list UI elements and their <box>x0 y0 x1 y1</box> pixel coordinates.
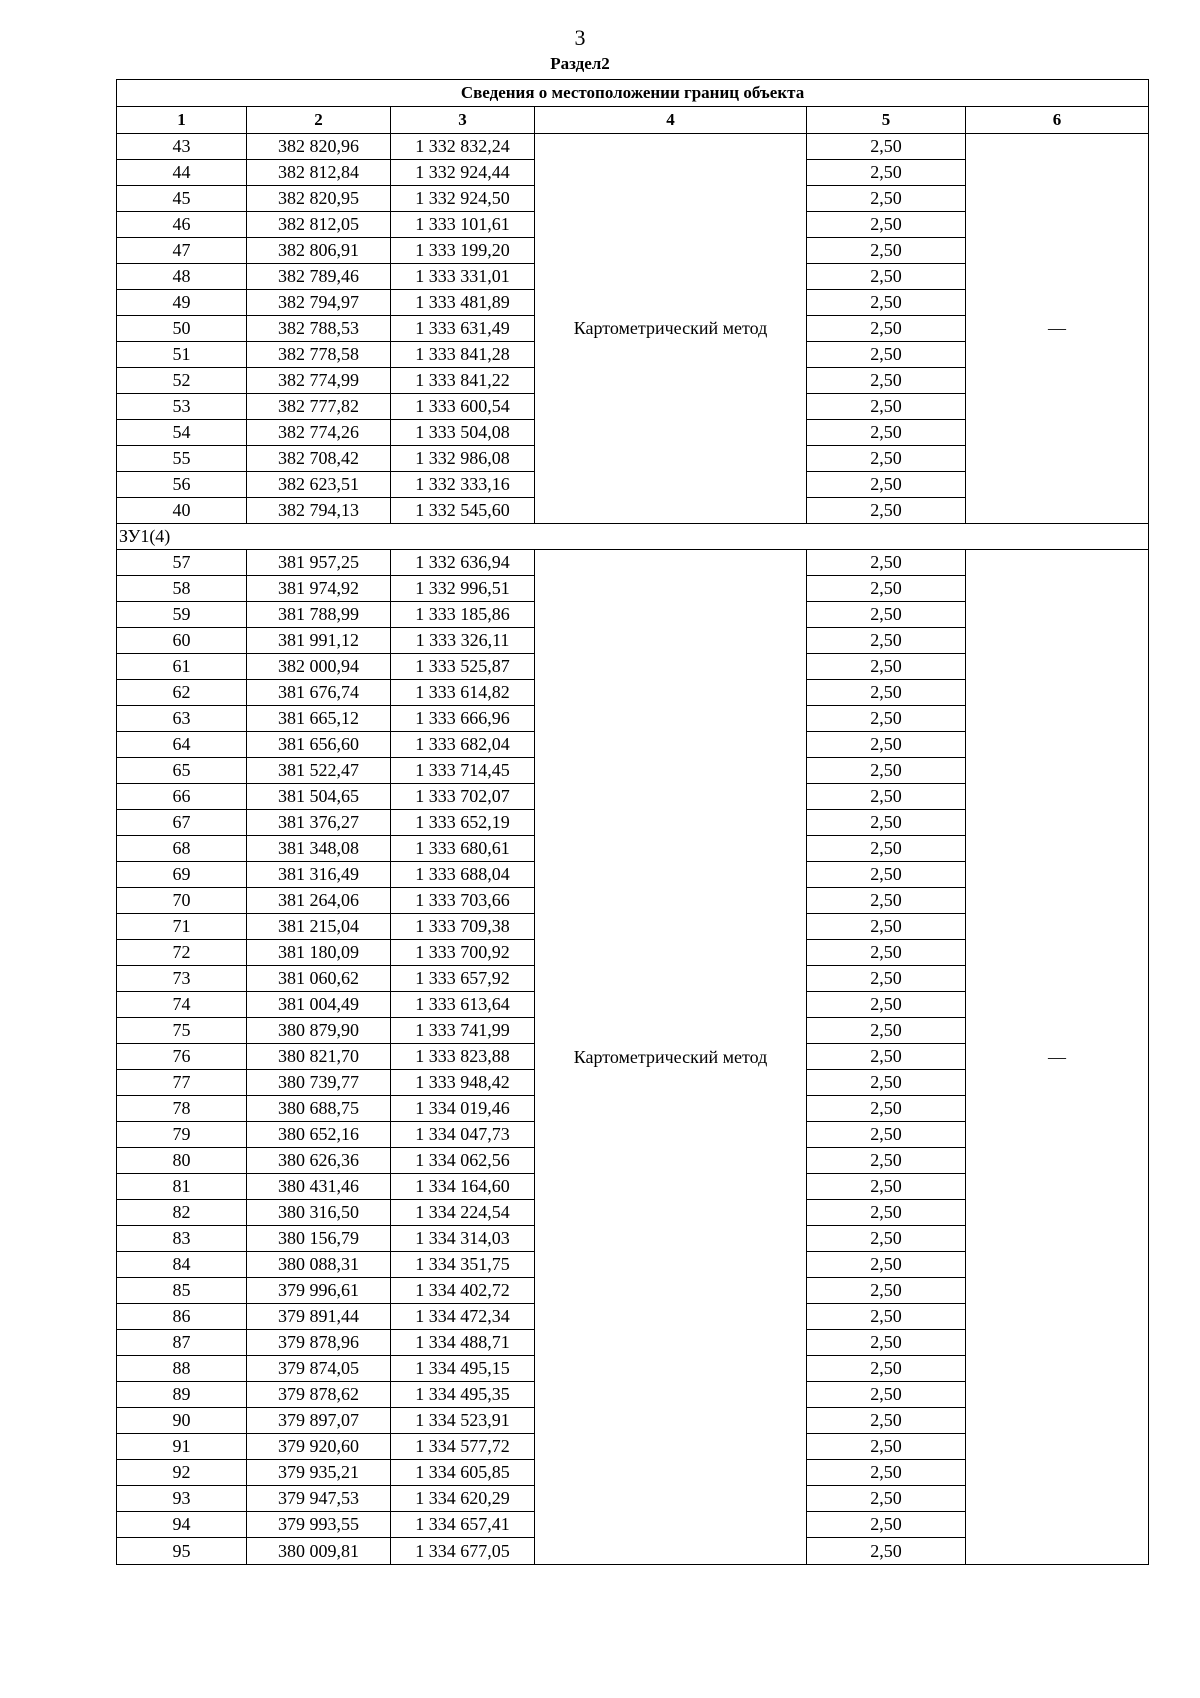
column-header: 3 <box>391 107 535 134</box>
point-number-cell: 86 <box>117 1304 247 1330</box>
coordinate-x-cell: 382 778,58 <box>247 342 391 368</box>
accuracy-cell: 2,50 <box>807 160 966 186</box>
page-number: 3 <box>574 25 586 50</box>
accuracy-cell: 2,50 <box>807 1278 966 1304</box>
accuracy-cell: 2,50 <box>807 264 966 290</box>
coordinate-y-cell: 1 334 019,46 <box>391 1096 535 1122</box>
coordinate-x-cell: 382 806,91 <box>247 238 391 264</box>
accuracy-cell: 2,50 <box>807 134 966 160</box>
coordinate-y-cell: 1 333 326,11 <box>391 628 535 654</box>
accuracy-cell: 2,50 <box>807 1486 966 1512</box>
coordinate-y-cell: 1 333 666,96 <box>391 706 535 732</box>
table-caption: Сведения о местоположении границ объекта <box>117 80 1149 107</box>
point-number-cell: 90 <box>117 1408 247 1434</box>
coordinate-y-cell: 1 333 600,54 <box>391 394 535 420</box>
col6-cell: — <box>966 550 1149 1565</box>
coordinate-y-cell: 1 333 525,87 <box>391 654 535 680</box>
coordinate-x-cell: 379 996,61 <box>247 1278 391 1304</box>
accuracy-cell: 2,50 <box>807 888 966 914</box>
accuracy-cell: 2,50 <box>807 1070 966 1096</box>
coordinate-y-cell: 1 333 741,99 <box>391 1018 535 1044</box>
point-number-cell: 84 <box>117 1252 247 1278</box>
coordinate-x-cell: 382 774,99 <box>247 368 391 394</box>
coordinate-y-cell: 1 333 652,19 <box>391 810 535 836</box>
accuracy-cell: 2,50 <box>807 368 966 394</box>
point-number-cell: 58 <box>117 576 247 602</box>
point-number-cell: 75 <box>117 1018 247 1044</box>
point-number-cell: 49 <box>117 290 247 316</box>
column-header: 5 <box>807 107 966 134</box>
accuracy-cell: 2,50 <box>807 1044 966 1070</box>
point-number-cell: 51 <box>117 342 247 368</box>
coordinate-y-cell: 1 332 924,44 <box>391 160 535 186</box>
table-body <box>117 80 1149 1565</box>
point-number-cell: 66 <box>117 784 247 810</box>
point-number-cell: 77 <box>117 1070 247 1096</box>
point-number-cell: 60 <box>117 628 247 654</box>
coordinate-y-cell: 1 333 709,38 <box>391 914 535 940</box>
group-label: ЗУ1(4) <box>117 524 1149 550</box>
coordinate-x-cell: 380 821,70 <box>247 1044 391 1070</box>
accuracy-cell: 2,50 <box>807 394 966 420</box>
coordinate-x-cell: 382 794,13 <box>247 498 391 524</box>
coordinate-x-cell: 382 000,94 <box>247 654 391 680</box>
coordinate-x-cell: 381 316,49 <box>247 862 391 888</box>
coordinate-y-cell: 1 334 677,05 <box>391 1538 535 1565</box>
point-number-cell: 40 <box>117 498 247 524</box>
point-number-cell: 44 <box>117 160 247 186</box>
coordinate-y-cell: 1 333 185,86 <box>391 602 535 628</box>
method-cell: Картометрический метод <box>535 550 807 1565</box>
accuracy-cell: 2,50 <box>807 1200 966 1226</box>
coordinate-y-cell: 1 333 841,28 <box>391 342 535 368</box>
coordinate-x-cell: 379 993,55 <box>247 1512 391 1538</box>
accuracy-cell: 2,50 <box>807 628 966 654</box>
point-number-cell: 70 <box>117 888 247 914</box>
coordinate-x-cell: 381 376,27 <box>247 810 391 836</box>
coordinate-y-cell: 1 333 199,20 <box>391 238 535 264</box>
accuracy-cell: 2,50 <box>807 1330 966 1356</box>
coordinate-x-cell: 380 431,46 <box>247 1174 391 1200</box>
coordinate-x-cell: 380 879,90 <box>247 1018 391 1044</box>
coordinate-x-cell: 382 812,84 <box>247 160 391 186</box>
point-number-cell: 74 <box>117 992 247 1018</box>
coordinate-y-cell: 1 334 062,56 <box>391 1148 535 1174</box>
accuracy-cell: 2,50 <box>807 186 966 212</box>
coordinate-y-cell: 1 333 714,45 <box>391 758 535 784</box>
point-number-cell: 68 <box>117 836 247 862</box>
accuracy-cell: 2,50 <box>807 1174 966 1200</box>
coordinate-y-cell: 1 334 164,60 <box>391 1174 535 1200</box>
accuracy-cell: 2,50 <box>807 1356 966 1382</box>
point-number-cell: 61 <box>117 654 247 680</box>
coordinate-x-cell: 382 774,26 <box>247 420 391 446</box>
coordinate-x-cell: 380 156,79 <box>247 1226 391 1252</box>
col6-cell: — <box>966 134 1149 524</box>
coordinate-x-cell: 379 897,07 <box>247 1408 391 1434</box>
accuracy-cell: 2,50 <box>807 316 966 342</box>
point-number-cell: 55 <box>117 446 247 472</box>
coordinate-y-cell: 1 333 841,22 <box>391 368 535 394</box>
point-number-cell: 76 <box>117 1044 247 1070</box>
coordinate-y-cell: 1 334 523,91 <box>391 1408 535 1434</box>
point-number-cell: 91 <box>117 1434 247 1460</box>
coordinate-y-cell: 1 334 402,72 <box>391 1278 535 1304</box>
accuracy-cell: 2,50 <box>807 810 966 836</box>
coordinate-x-cell: 380 009,81 <box>247 1538 391 1565</box>
accuracy-cell: 2,50 <box>807 1122 966 1148</box>
point-number-cell: 62 <box>117 680 247 706</box>
accuracy-cell: 2,50 <box>807 1148 966 1174</box>
point-number-cell: 45 <box>117 186 247 212</box>
column-header: 6 <box>966 107 1149 134</box>
coordinate-x-cell: 379 935,21 <box>247 1460 391 1486</box>
coordinate-x-cell: 382 820,95 <box>247 186 391 212</box>
coordinate-y-cell: 1 334 495,35 <box>391 1382 535 1408</box>
coordinate-y-cell: 1 334 605,85 <box>391 1460 535 1486</box>
point-number-cell: 50 <box>117 316 247 342</box>
coordinate-x-cell: 381 060,62 <box>247 966 391 992</box>
coordinate-x-cell: 380 652,16 <box>247 1122 391 1148</box>
accuracy-cell: 2,50 <box>807 654 966 680</box>
point-number-cell: 80 <box>117 1148 247 1174</box>
coordinate-y-cell: 1 334 495,15 <box>391 1356 535 1382</box>
point-number-cell: 85 <box>117 1278 247 1304</box>
coordinate-y-cell: 1 333 703,66 <box>391 888 535 914</box>
point-number-cell: 83 <box>117 1226 247 1252</box>
coordinate-x-cell: 381 991,12 <box>247 628 391 654</box>
coordinate-x-cell: 381 264,06 <box>247 888 391 914</box>
point-number-cell: 53 <box>117 394 247 420</box>
column-number-row <box>117 107 1149 134</box>
point-number-cell: 78 <box>117 1096 247 1122</box>
coordinate-y-cell: 1 333 657,92 <box>391 966 535 992</box>
table-row <box>117 550 1149 576</box>
accuracy-cell: 2,50 <box>807 1304 966 1330</box>
point-number-cell: 93 <box>117 1486 247 1512</box>
coordinate-x-cell: 379 891,44 <box>247 1304 391 1330</box>
coordinate-x-cell: 380 739,77 <box>247 1070 391 1096</box>
coordinate-y-cell: 1 332 545,60 <box>391 498 535 524</box>
accuracy-cell: 2,50 <box>807 342 966 368</box>
coordinate-y-cell: 1 332 924,50 <box>391 186 535 212</box>
point-number-cell: 67 <box>117 810 247 836</box>
section-title: Раздел2 <box>550 54 610 73</box>
coordinate-x-cell: 381 348,08 <box>247 836 391 862</box>
coordinate-x-cell: 382 777,82 <box>247 394 391 420</box>
coordinate-y-cell: 1 333 481,89 <box>391 290 535 316</box>
accuracy-cell: 2,50 <box>807 420 966 446</box>
coordinate-x-cell: 382 623,51 <box>247 472 391 498</box>
point-number-cell: 56 <box>117 472 247 498</box>
accuracy-cell: 2,50 <box>807 550 966 576</box>
accuracy-cell: 2,50 <box>807 1018 966 1044</box>
accuracy-cell: 2,50 <box>807 290 966 316</box>
coordinate-y-cell: 1 333 504,08 <box>391 420 535 446</box>
coordinate-y-cell: 1 332 636,94 <box>391 550 535 576</box>
point-number-cell: 47 <box>117 238 247 264</box>
coordinate-x-cell: 382 789,46 <box>247 264 391 290</box>
coordinate-y-cell: 1 334 314,03 <box>391 1226 535 1252</box>
point-number-cell: 71 <box>117 914 247 940</box>
coordinate-y-cell: 1 334 047,73 <box>391 1122 535 1148</box>
point-number-cell: 52 <box>117 368 247 394</box>
coordinate-y-cell: 1 333 101,61 <box>391 212 535 238</box>
accuracy-cell: 2,50 <box>807 680 966 706</box>
accuracy-cell: 2,50 <box>807 602 966 628</box>
coordinate-x-cell: 381 656,60 <box>247 732 391 758</box>
coordinate-x-cell: 380 088,31 <box>247 1252 391 1278</box>
coordinate-x-cell: 382 820,96 <box>247 134 391 160</box>
coordinate-y-cell: 1 333 823,88 <box>391 1044 535 1070</box>
coordinate-y-cell: 1 333 702,07 <box>391 784 535 810</box>
accuracy-cell: 2,50 <box>807 992 966 1018</box>
accuracy-cell: 2,50 <box>807 1538 966 1565</box>
column-header: 1 <box>117 107 247 134</box>
coordinate-y-cell: 1 333 613,64 <box>391 992 535 1018</box>
coordinate-x-cell: 379 878,96 <box>247 1330 391 1356</box>
point-number-cell: 46 <box>117 212 247 238</box>
column-header: 2 <box>247 107 391 134</box>
accuracy-cell: 2,50 <box>807 1408 966 1434</box>
coordinate-y-cell: 1 333 700,92 <box>391 940 535 966</box>
point-number-cell: 64 <box>117 732 247 758</box>
coordinate-y-cell: 1 332 333,16 <box>391 472 535 498</box>
point-number-cell: 48 <box>117 264 247 290</box>
coordinate-x-cell: 379 920,60 <box>247 1434 391 1460</box>
accuracy-cell: 2,50 <box>807 1096 966 1122</box>
coordinate-x-cell: 381 522,47 <box>247 758 391 784</box>
point-number-cell: 81 <box>117 1174 247 1200</box>
point-number-cell: 63 <box>117 706 247 732</box>
point-number-cell: 59 <box>117 602 247 628</box>
coordinate-y-cell: 1 333 631,49 <box>391 316 535 342</box>
accuracy-cell: 2,50 <box>807 498 966 524</box>
accuracy-cell: 2,50 <box>807 1382 966 1408</box>
coordinate-y-cell: 1 334 224,54 <box>391 1200 535 1226</box>
coordinate-x-cell: 382 788,53 <box>247 316 391 342</box>
coordinate-y-cell: 1 334 472,34 <box>391 1304 535 1330</box>
coordinate-x-cell: 382 794,97 <box>247 290 391 316</box>
point-number-cell: 72 <box>117 940 247 966</box>
point-number-cell: 95 <box>117 1538 247 1565</box>
coordinate-x-cell: 381 180,09 <box>247 940 391 966</box>
coordinate-x-cell: 380 688,75 <box>247 1096 391 1122</box>
coordinate-x-cell: 381 676,74 <box>247 680 391 706</box>
coordinate-y-cell: 1 334 620,29 <box>391 1486 535 1512</box>
table-caption-row <box>117 80 1149 107</box>
coordinate-y-cell: 1 333 680,61 <box>391 836 535 862</box>
coordinate-x-cell: 382 812,05 <box>247 212 391 238</box>
accuracy-cell: 2,50 <box>807 576 966 602</box>
point-number-cell: 69 <box>117 862 247 888</box>
coordinate-y-cell: 1 334 351,75 <box>391 1252 535 1278</box>
point-number-cell: 54 <box>117 420 247 446</box>
accuracy-cell: 2,50 <box>807 446 966 472</box>
coordinate-y-cell: 1 333 688,04 <box>391 862 535 888</box>
coordinate-y-cell: 1 334 488,71 <box>391 1330 535 1356</box>
coordinate-x-cell: 379 874,05 <box>247 1356 391 1382</box>
point-number-cell: 88 <box>117 1356 247 1382</box>
point-number-cell: 87 <box>117 1330 247 1356</box>
accuracy-cell: 2,50 <box>807 212 966 238</box>
point-number-cell: 89 <box>117 1382 247 1408</box>
coordinate-y-cell: 1 332 996,51 <box>391 576 535 602</box>
accuracy-cell: 2,50 <box>807 966 966 992</box>
boundary-coordinates-table <box>116 79 1149 1565</box>
coordinate-x-cell: 380 316,50 <box>247 1200 391 1226</box>
point-number-cell: 73 <box>117 966 247 992</box>
accuracy-cell: 2,50 <box>807 1512 966 1538</box>
accuracy-cell: 2,50 <box>807 732 966 758</box>
coordinate-x-cell: 381 957,25 <box>247 550 391 576</box>
accuracy-cell: 2,50 <box>807 784 966 810</box>
accuracy-cell: 2,50 <box>807 862 966 888</box>
column-header: 4 <box>535 107 807 134</box>
coordinate-x-cell: 379 947,53 <box>247 1486 391 1512</box>
coordinate-x-cell: 381 665,12 <box>247 706 391 732</box>
coordinate-x-cell: 381 004,49 <box>247 992 391 1018</box>
accuracy-cell: 2,50 <box>807 1226 966 1252</box>
accuracy-cell: 2,50 <box>807 758 966 784</box>
accuracy-cell: 2,50 <box>807 238 966 264</box>
coordinate-y-cell: 1 334 657,41 <box>391 1512 535 1538</box>
point-number-cell: 94 <box>117 1512 247 1538</box>
accuracy-cell: 2,50 <box>807 1434 966 1460</box>
point-number-cell: 65 <box>117 758 247 784</box>
table-row <box>117 134 1149 160</box>
accuracy-cell: 2,50 <box>807 472 966 498</box>
accuracy-cell: 2,50 <box>807 1460 966 1486</box>
coordinate-x-cell: 380 626,36 <box>247 1148 391 1174</box>
coordinate-y-cell: 1 332 832,24 <box>391 134 535 160</box>
coordinate-y-cell: 1 332 986,08 <box>391 446 535 472</box>
accuracy-cell: 2,50 <box>807 836 966 862</box>
coordinate-x-cell: 382 708,42 <box>247 446 391 472</box>
method-cell: Картометрический метод <box>535 134 807 524</box>
point-number-cell: 79 <box>117 1122 247 1148</box>
coordinate-x-cell: 381 788,99 <box>247 602 391 628</box>
coordinate-y-cell: 1 333 682,04 <box>391 732 535 758</box>
point-number-cell: 92 <box>117 1460 247 1486</box>
group-label-row <box>117 524 1149 550</box>
accuracy-cell: 2,50 <box>807 940 966 966</box>
accuracy-cell: 2,50 <box>807 1252 966 1278</box>
point-number-cell: 43 <box>117 134 247 160</box>
coordinate-y-cell: 1 334 577,72 <box>391 1434 535 1460</box>
coordinate-x-cell: 381 974,92 <box>247 576 391 602</box>
accuracy-cell: 2,50 <box>807 706 966 732</box>
point-number-cell: 82 <box>117 1200 247 1226</box>
coordinate-x-cell: 379 878,62 <box>247 1382 391 1408</box>
accuracy-cell: 2,50 <box>807 914 966 940</box>
coordinate-x-cell: 381 504,65 <box>247 784 391 810</box>
coordinate-x-cell: 381 215,04 <box>247 914 391 940</box>
point-number-cell: 57 <box>117 550 247 576</box>
coordinate-y-cell: 1 333 948,42 <box>391 1070 535 1096</box>
coordinate-y-cell: 1 333 614,82 <box>391 680 535 706</box>
coordinate-y-cell: 1 333 331,01 <box>391 264 535 290</box>
